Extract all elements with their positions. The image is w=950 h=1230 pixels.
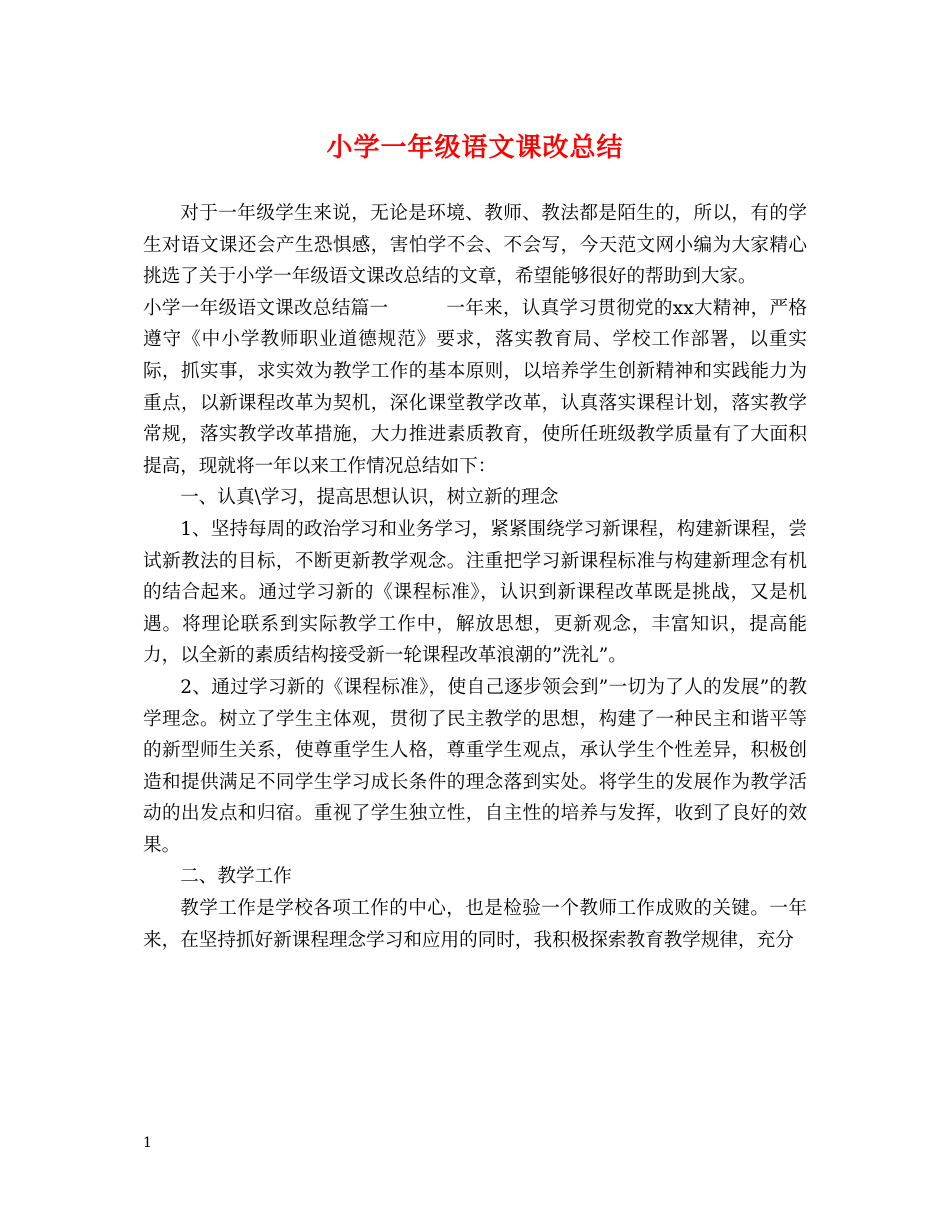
article-paragraph (143, 293, 807, 483)
section-1-heading: 一、认真\学习，提高思想认识，树立新的理念 (180, 487, 559, 509)
section-2-heading: 二、教学工作 (180, 866, 292, 888)
section-1-item-2: 2、通过学习新的《课程标准》，使自己逐步领会到”一切为了人的发展”的教学理念。树立了学生主体观，贯彻了民主教学的思想，构建了一种民主和谐平等的新型师生关系，使尊重学生人格，尊重学生观点，承认学生个性差异，积极创造和提供满足不同学生学习成长条件的理念落到实处。将学生的发展作为教学活动的出发点和归宿。重视了学生独立性，自主性的培养与发挥，收到了良好的效果。 (143, 676, 807, 856)
intro-paragraph: 对于一年级学生来说，无论是环境、教师、教法都是陌生的，所以，有的学生对语文课还会产生恐惧感，害怕学不会、不会写，今天范文网小编为大家精心挑选了关于小学一年级语文课改总结的文章，希望能够很好的帮助到大家。 (143, 203, 807, 288)
page-number: 1 (143, 1135, 152, 1151)
article-heading: 小学一年级语文课改总结篇一 (143, 297, 389, 319)
section-1-item-1: 1、坚持每周的政治学习和业务学习，紧紧围绕学习新课程，构建新课程，尝试新教法的目标，不断更新教学观念。注重把学习新课程标准与构建新理念有机的结合起来。通过学习新的《课程标准》，认识到新课程改革既是挑战，又是机遇。将理论联系到实际教学工作中，解放思想，更新观念，丰富知识，提高能力，以全新的素质结构接受新一轮课程改革浪潮的”洗礼”。 (143, 518, 807, 667)
document-title: 小学一年级语文课改总结 (326, 133, 624, 163)
section-2-paragraph: 教学工作是学校各项工作的中心，也是检验一个教师工作成败的关键。一年来，在坚持抓好新课程理念学习和应用的同时，我积极探索教育教学规律，充分 (143, 898, 807, 951)
article-opening-text: 一年来，认真学习贯彻党的xx大精神，严格遵守《中小学教师职业道德规范》要求，落实教育局、学校工作部署，以重实际，抓实事，求实效为教学工作的基本原则，以培养学生创新精神和实践能力为重点，以新课程改革为契机，深化课堂教学改革，认真落实课程计划，落实教学常规，落实教学改革措施，大力推进素质教育，使所任班级教学质量有了大面积提高，现就将一年以来工作情况总结如下： (143, 297, 807, 477)
document-body (143, 198, 807, 956)
